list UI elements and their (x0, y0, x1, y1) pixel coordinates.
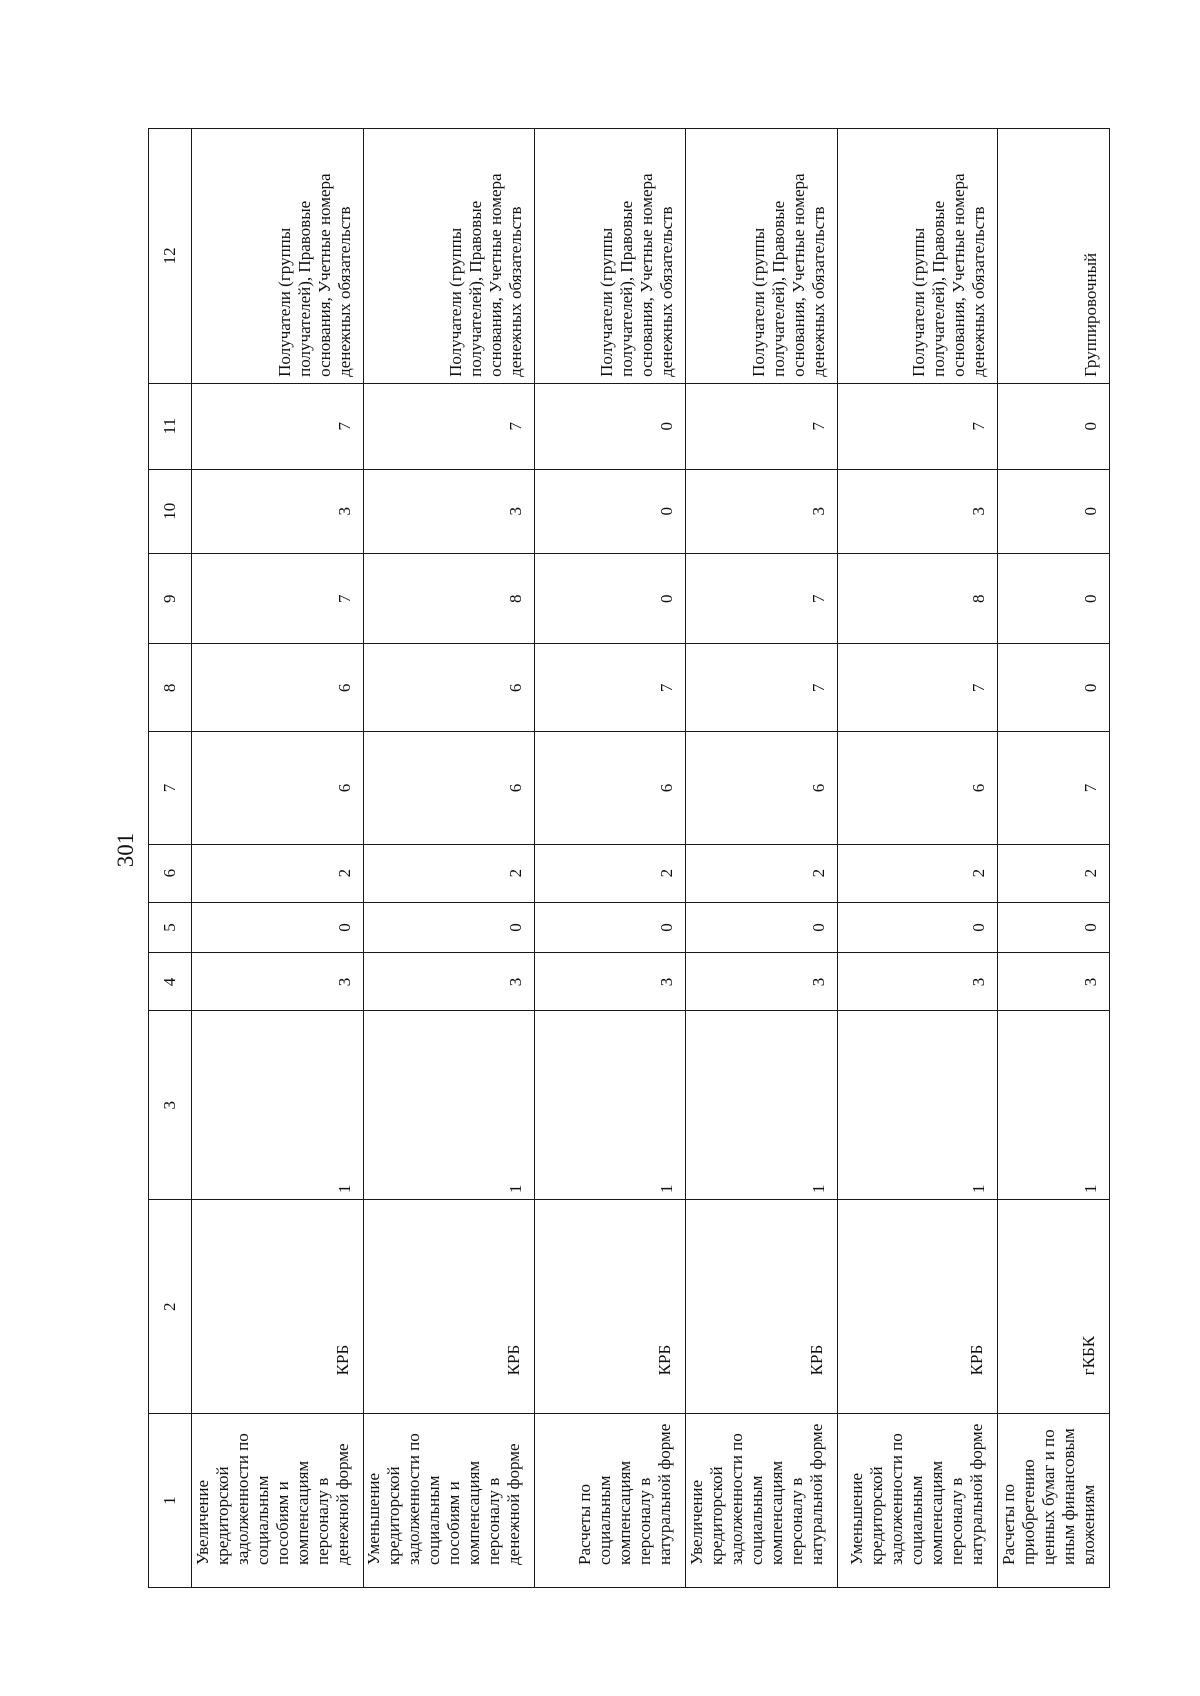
value-cell: 0 (535, 902, 686, 953)
value-cell: 3 (363, 469, 535, 554)
value-cell: 7 (363, 383, 535, 469)
header-cell: 5 (149, 902, 192, 953)
value-cell: 2 (363, 844, 535, 902)
table-row (363, 129, 535, 1588)
value-cell: 2 (837, 844, 998, 902)
value-cell: 0 (686, 902, 838, 953)
analytics-description-cell: Получатели (группы получателей), Правовые основания, Учетные номера денежных обязательств (535, 129, 686, 384)
value-cell: 7 (686, 383, 838, 469)
table-header-row (149, 129, 192, 1588)
value-cell: 6 (363, 644, 535, 732)
value-cell: 7 (192, 383, 364, 469)
value-cell: 0 (998, 469, 1110, 554)
value-cell: 1 (998, 1011, 1110, 1200)
header-cell: 6 (149, 844, 192, 902)
table-row (535, 129, 686, 1588)
kbk-code-cell: КРБ (192, 1200, 364, 1414)
value-cell: 2 (192, 844, 364, 902)
account-name-cell: Увеличение кредиторской задолженности по социальным пособиям и компенсациям персоналу в денежной форме (192, 1414, 364, 1588)
accounts-table-container (148, 128, 1110, 1588)
value-cell: 8 (363, 554, 535, 644)
analytics-description-cell: Получатели (группы получателей), Правовые основания, Учетные номера денежных обязательств (686, 129, 838, 384)
value-cell: 7 (192, 554, 364, 644)
value-cell: 6 (686, 732, 838, 844)
value-cell: 6 (363, 732, 535, 844)
value-cell: 0 (998, 902, 1110, 953)
header-cell: 10 (149, 469, 192, 554)
value-cell: 3 (535, 953, 686, 1011)
value-cell: 0 (192, 902, 364, 953)
value-cell: 0 (998, 383, 1110, 469)
table-row (686, 129, 838, 1588)
page-number: 301 (113, 832, 138, 868)
value-cell: 8 (837, 554, 998, 644)
value-cell: 6 (192, 732, 364, 844)
value-cell: 0 (535, 469, 686, 554)
value-cell: 1 (192, 1011, 364, 1200)
table-row (837, 129, 998, 1588)
header-cell: 7 (149, 732, 192, 844)
value-cell: 0 (998, 554, 1110, 644)
value-cell: 1 (837, 1011, 998, 1200)
kbk-code-cell: КРБ (363, 1200, 535, 1414)
value-cell: 7 (837, 383, 998, 469)
header-cell: 3 (149, 1011, 192, 1200)
value-cell: 7 (535, 644, 686, 732)
analytics-description-cell: Получатели (группы получателей), Правовые основания, Учетные номера денежных обязательств (192, 129, 364, 384)
analytics-description-cell: Группировочный (998, 129, 1110, 384)
account-name-cell: Уменьшение кредиторской задолженности по социальным пособиям и компенсациям персоналу в денежной форме (363, 1414, 535, 1588)
account-name-cell: Расчеты по социальным компенсациям персоналу в натуральной форме (535, 1414, 686, 1588)
value-cell: 0 (837, 902, 998, 953)
value-cell: 7 (837, 644, 998, 732)
value-cell: 2 (686, 844, 838, 902)
value-cell: 7 (686, 554, 838, 644)
kbk-code-cell: КРБ (686, 1200, 838, 1414)
kbk-code-cell: КРБ (535, 1200, 686, 1414)
value-cell: 0 (363, 902, 535, 953)
analytics-description-cell: Получатели (группы получателей), Правовые основания, Учетные номера денежных обязательств (363, 129, 535, 384)
value-cell: 6 (535, 732, 686, 844)
account-name-cell: Увеличение кредиторской задолженности по социальным компенсациям персоналу в натуральной форме (686, 1414, 838, 1588)
value-cell: 1 (686, 1011, 838, 1200)
value-cell: 3 (998, 953, 1110, 1011)
value-cell: 3 (837, 469, 998, 554)
kbk-code-cell: КРБ (837, 1200, 998, 1414)
value-cell: 7 (686, 644, 838, 732)
value-cell: 1 (535, 1011, 686, 1200)
header-cell: 4 (149, 953, 192, 1011)
header-cell: 12 (149, 129, 192, 384)
value-cell: 1 (363, 1011, 535, 1200)
header-cell: 1 (149, 1414, 192, 1588)
value-cell: 6 (837, 732, 998, 844)
value-cell: 3 (686, 953, 838, 1011)
value-cell: 2 (998, 844, 1110, 902)
account-name-cell: Расчеты по приобретению ценных бумаг и по иным финансовым вложениям (998, 1414, 1110, 1588)
value-cell: 3 (837, 953, 998, 1011)
header-cell: 9 (149, 554, 192, 644)
value-cell: 7 (998, 732, 1110, 844)
kbk-code-cell: гКБК (998, 1200, 1110, 1414)
value-cell: 3 (686, 469, 838, 554)
value-cell: 3 (192, 953, 364, 1011)
header-cell: 2 (149, 1200, 192, 1414)
accounts-table (148, 128, 1110, 1588)
account-name-cell: Уменьшение кредиторской задолженности по социальным компенсациям персоналу в натуральной форме (837, 1414, 998, 1588)
value-cell: 3 (363, 953, 535, 1011)
value-cell: 3 (192, 469, 364, 554)
value-cell: 0 (535, 383, 686, 469)
header-cell: 11 (149, 383, 192, 469)
analytics-description-cell: Получатели (группы получателей), Правовые основания, Учетные номера денежных обязательств (837, 129, 998, 384)
table-row (192, 129, 364, 1588)
value-cell: 0 (998, 644, 1110, 732)
table-row (998, 129, 1110, 1588)
value-cell: 6 (192, 644, 364, 732)
value-cell: 2 (535, 844, 686, 902)
header-cell: 8 (149, 644, 192, 732)
value-cell: 0 (535, 554, 686, 644)
